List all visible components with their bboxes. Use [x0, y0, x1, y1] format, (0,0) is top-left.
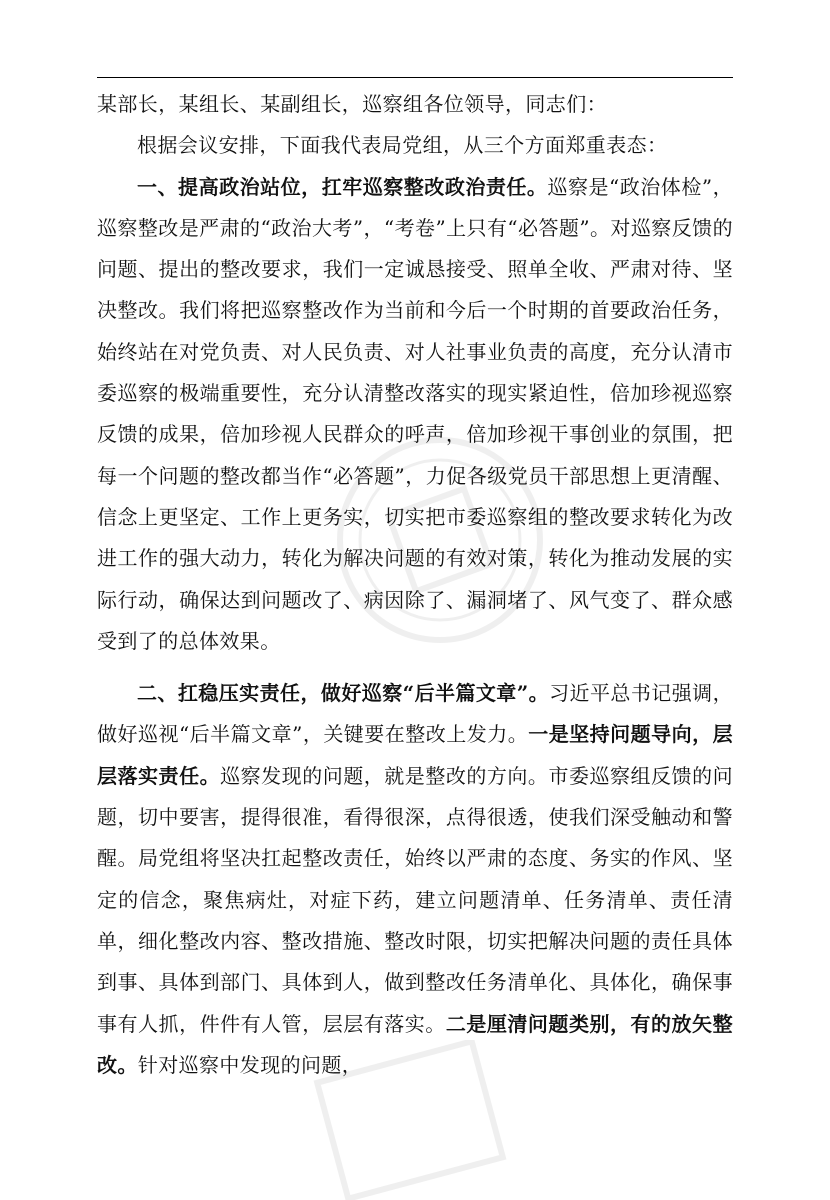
- point-1-body: 巡察发现的问题，就是整改的方向。市委巡察组反馈的问题，切中要害，提得很准，看得很深，点得很透，使我们深受触动和警醒。局党组将坚决扛起整改责任，始终以严肃的态度、务实的作风、坚定的信念，聚焦病灶，对症下药，建立问题清单、任务清单、责任清单，细化整改内容、整改措施、整改时限，切实把解决问题的责任具体到事、具体到部门、具体到人，做到整改任务清单化、具体化，确保事事有人抓，件件有人管，层层有落实。: [97, 763, 733, 1036]
- paragraph-gap: [97, 662, 733, 673]
- salutation: 某部长，某组长、某副组长，巡察组各位领导，同志们：: [97, 92, 607, 116]
- section-1-body: 巡察是“政治体检”，巡察整改是严肃的“政治大考”，“考卷”上只有“必答题”。对巡察反馈的问题、提出的整改要求，我们一定诚恳接受、照单全收、严肃对待、坚决整改。我们将把巡察整改作为当前和今后一个时期的首要政治任务，始终站在对党负责、对人民负责、对人社事业负责的高度，充分认清市委巡察的极端重要性，充分认清整改落实的现实紧迫性，倍加珍视巡察反馈的成果，倍加珍视人民群众的呼声，倍加珍视干事创业的氛围，把每一个问题的整改都当作“必答题”，力促各级党员干部思想上更清醒、信念上更坚定、工作上更务实，切实把市委巡察组的整改要求转化为改进工作的强大动力，转化为解决问题的有效对策，转化为推动发展的实际行动，确保达到问题改了、病因除了、漏洞堵了、风气变了、群众感受到了的总体效果。: [97, 174, 734, 653]
- point-1-heading: 一是坚持问题导向，层层落实责任。: [97, 722, 734, 788]
- section-2-intro: 习近平总书记强调，做好巡视“后半篇文章”，关键要在整改上发力。: [97, 681, 733, 747]
- point-2-body: 针对巡察中发现的问题，: [137, 1052, 363, 1077]
- header-divider: [97, 77, 733, 78]
- document-body: [97, 84, 733, 1086]
- point-2-heading: 二是厘清问题类别，有的放矢整改。: [97, 1011, 733, 1077]
- section-2-heading: 二、扛稳压实责任，做好巡察“后半篇文章”。: [137, 681, 550, 706]
- section-1-heading: 一、提高政治站位，扛牢巡察整改政治责任。: [137, 174, 548, 199]
- intro-paragraph: 根据会议安排，下面我代表局党组，从三个方面郑重表态：: [137, 133, 668, 158]
- section-1-paragraph: [97, 167, 733, 663]
- section-2-paragraph: [97, 673, 733, 1086]
